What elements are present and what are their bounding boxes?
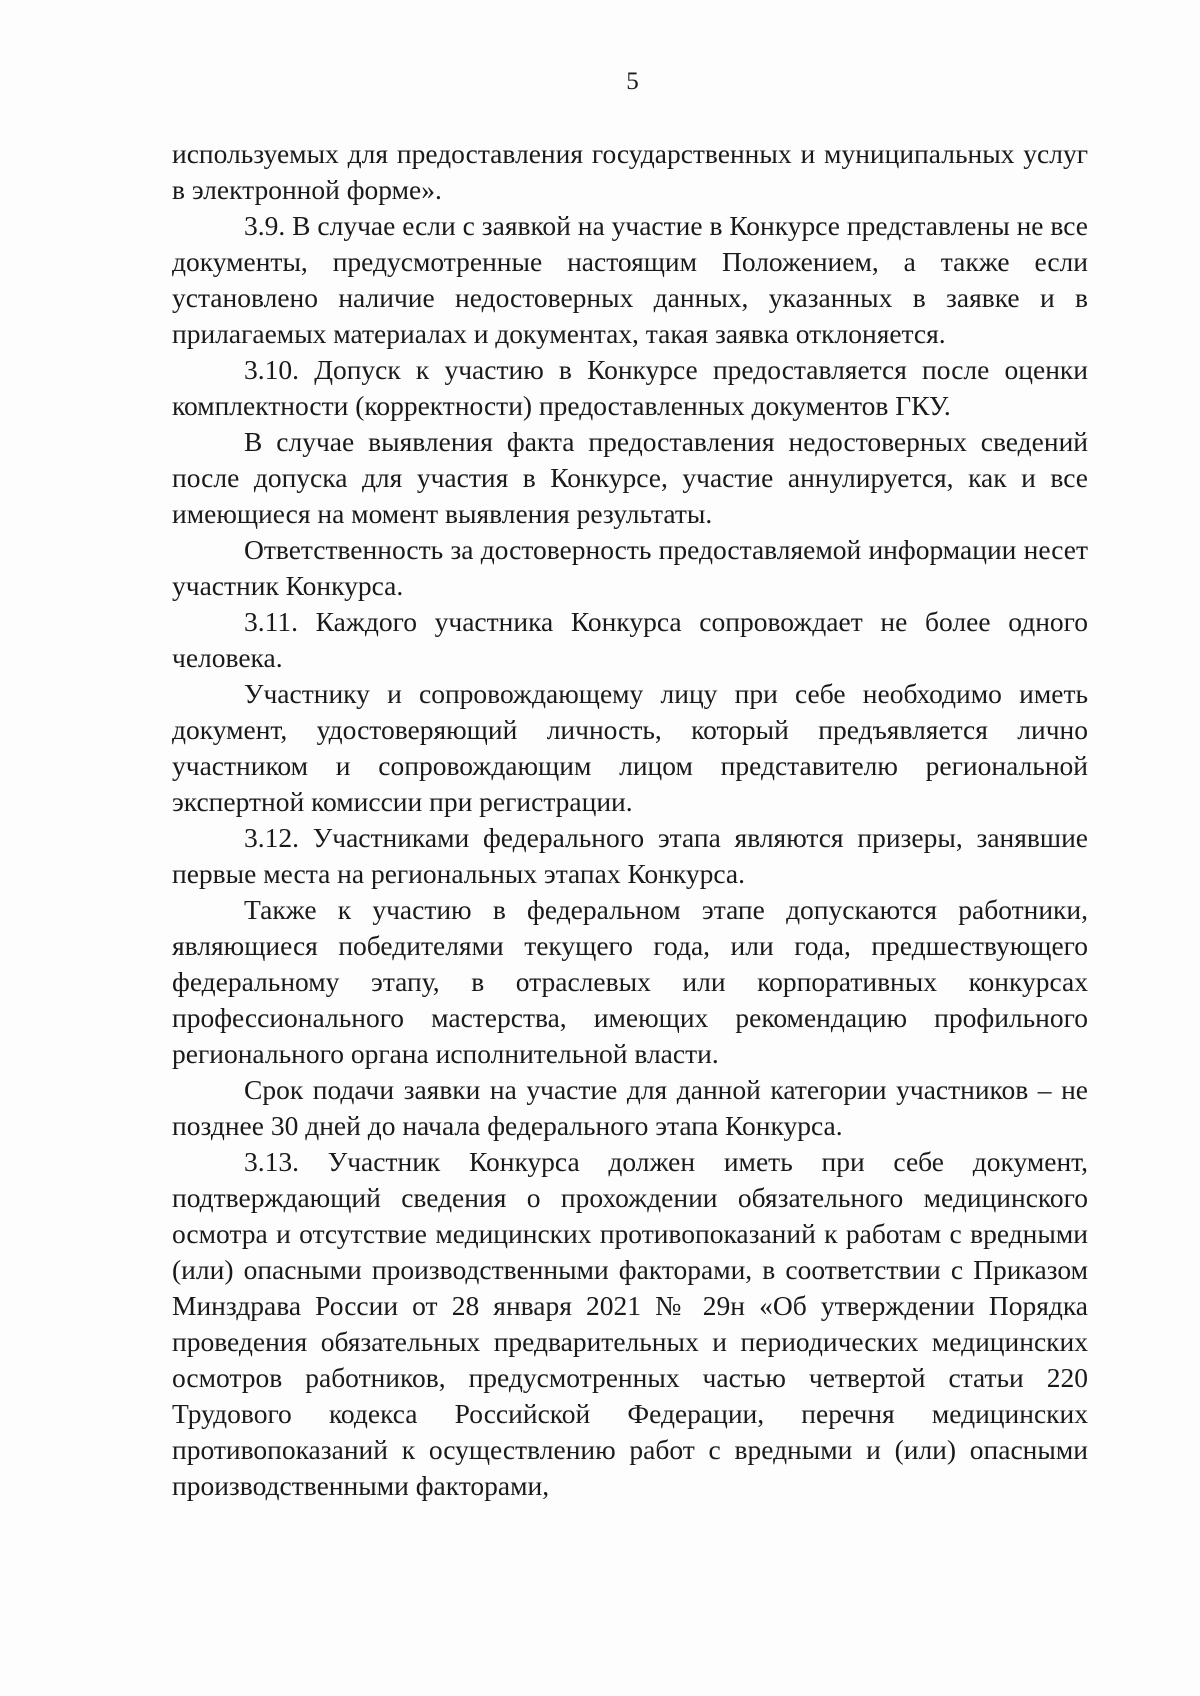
paragraph-p-3-10-b: В случае выявления факта предоставления недостоверных сведений после допуска для участия в Конкурсе, участие аннулируется, как и все имеющиеся на момент выявления результаты.	[172, 426, 1088, 529]
paragraph-p-cont: используемых для предоставления государственных и муниципальных услуг в электронной форме».	[172, 138, 1088, 205]
paragraph-p-3-12-c: Срок подачи заявки на участие для данной категории участников – не позднее 30 дней до начала федерального этапа Конкурса.	[172, 1074, 1088, 1141]
paragraph-p-3-11-b: Участнику и сопровождающему лицу при себе необходимо иметь документ, удостоверяющий личность, который предъявляется лично участником и сопровождающим лицом представителю региональной экспертной комиссии при регистрации.	[172, 678, 1088, 817]
paragraph-p-3-10: 3.10. Допуск к участию в Конкурсе предоставляется после оценки комплектности (корректности) предоставленных документов ГКУ.	[172, 354, 1088, 421]
document-body	[172, 136, 1088, 1504]
paragraph-p-3-13: 3.13. Участник Конкурса должен иметь при себе документ, подтверждающий сведения о прохождении обязательного медицинского осмотра и отсутствие медицинских противопоказаний к работам с вредными (или) опасными производственными факторами, в соответствии с Приказом Минздрава России от 28 января 2021 № 29н «Об утверждении Порядка проведения обязательных предварительных и периодических медицинских осмотров работников, предусмотренных частью четвертой статьи 220 Трудового кодекса Российской Федерации, перечня медицинских противопоказаний к осуществлению работ с вредными и (или) опасными производственными факторами,	[172, 1146, 1088, 1501]
paragraph-p-3-10-c: Ответственность за достоверность предоставляемой информации несет участник Конкурса.	[172, 534, 1088, 601]
paragraph-p-3-12-b: Также к участию в федеральном этапе допускаются работники, являющиеся победителями текущего года, или года, предшествующего федеральному этапу, в отраслевых или корпоративных конкурсах профессионального мастерства, имеющих рекомендацию профильного регионального органа исполнительной власти.	[172, 894, 1088, 1069]
paragraph-p-3-11: 3.11. Каждого участника Конкурса сопровождает не более одного человека.	[172, 606, 1088, 673]
paragraph-p-3-9: 3.9. В случае если с заявкой на участие в Конкурсе представлены не все документы, предусмотренные настоящим Положением, а также если установлено наличие недостоверных данных, указанных в заявке и в прилагаемых материалах и документах, такая заявка отклоняется.	[172, 210, 1088, 349]
page-number: 5	[626, 68, 639, 95]
paragraph-p-3-12: 3.12. Участниками федерального этапа являются призеры, занявшие первые места на региональных этапах Конкурса.	[172, 822, 1088, 889]
